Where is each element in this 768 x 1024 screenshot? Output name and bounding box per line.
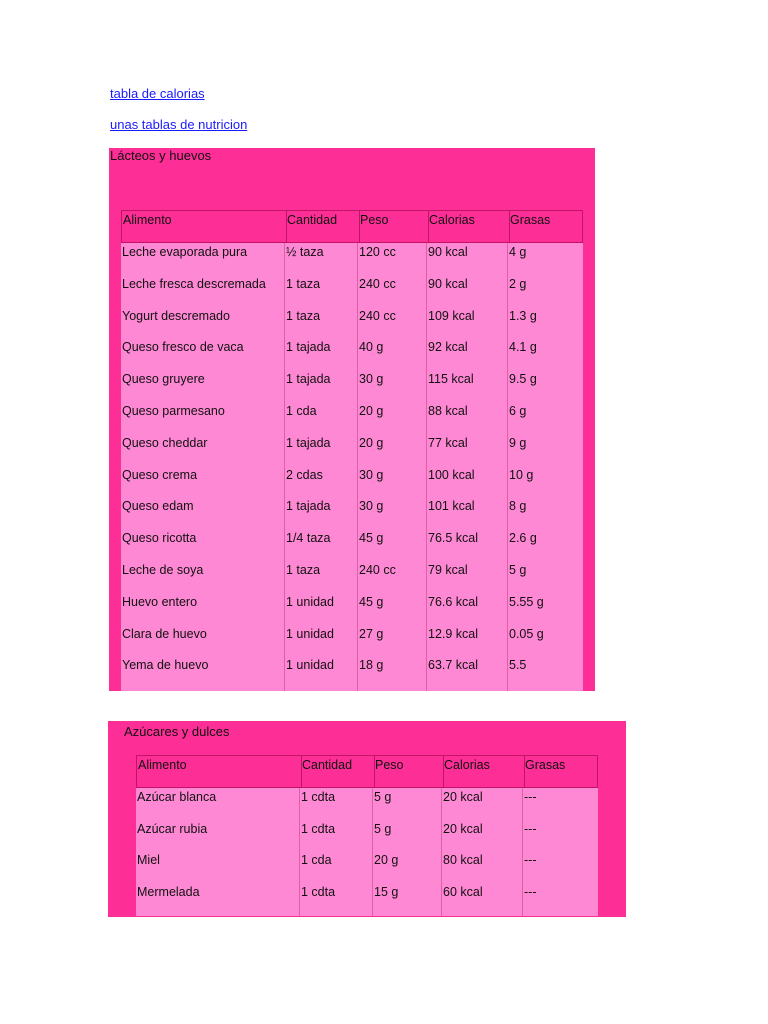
cell-alimento: Azúcar rubia — [137, 821, 208, 836]
cell-peso: 240 cc — [359, 276, 396, 291]
table-row — [121, 372, 583, 392]
cell-calorias: 63.7 kcal — [428, 658, 479, 673]
section-azucares-y-dulces — [108, 721, 626, 917]
table-row — [121, 277, 583, 297]
cell-alimento: Queso edam — [122, 499, 194, 514]
table-header-row — [136, 755, 598, 788]
table-row — [121, 340, 583, 360]
cell-grasas: --- — [524, 821, 537, 836]
cell-calorias: 90 kcal — [428, 276, 468, 291]
table-row — [136, 885, 598, 905]
cell-grasas: 10 g — [509, 467, 534, 482]
cell-cantidad: 1 taza — [286, 563, 321, 577]
cell-cantidad: 1 taza — [286, 276, 321, 291]
table-row — [121, 404, 583, 424]
cell-grasas: --- — [524, 790, 537, 804]
cell-cantidad: 1 unidad — [286, 594, 334, 609]
cell-grasas: 4 g — [509, 245, 527, 259]
header-calorias: Calorias — [444, 756, 525, 787]
cell-calorias: 115 kcal — [428, 372, 474, 387]
table-body — [136, 788, 598, 916]
cell-cantidad: 1/4 taza — [286, 531, 331, 546]
table-row — [121, 658, 583, 678]
cell-grasas: 5.55 g — [509, 594, 544, 609]
cell-peso: 20 g — [374, 853, 399, 867]
cell-cantidad: 1 cdta — [301, 884, 336, 899]
table-row — [121, 245, 583, 265]
cell-peso: 20 g — [359, 404, 384, 418]
header-alimento: Alimento — [138, 756, 302, 787]
cell-grasas: --- — [524, 853, 537, 867]
cell-calorias: 12.9 kcal — [428, 626, 479, 641]
cell-peso: 18 g — [359, 658, 384, 673]
cell-peso: 27 g — [359, 626, 384, 641]
section-title: Lácteos y huevos — [110, 148, 212, 163]
cell-peso: 15 g — [374, 884, 399, 899]
table-row — [121, 563, 583, 583]
cell-grasas: 6 g — [509, 404, 527, 418]
cell-peso: 40 g — [359, 340, 384, 355]
cell-peso: 20 g — [359, 435, 384, 450]
cell-alimento: Leche fresca descremada — [122, 276, 266, 291]
cell-alimento: Miel — [137, 853, 160, 867]
section-lacteos-y-huevos — [109, 148, 595, 691]
cell-calorias: 77 kcal — [428, 435, 468, 450]
cell-grasas: 4.1 g — [509, 340, 537, 355]
section-title: Azúcares y dulces — [124, 724, 230, 739]
cell-grasas: 2 g — [509, 276, 527, 291]
cell-alimento: Leche evaporada pura — [122, 245, 248, 259]
cell-alimento: Clara de huevo — [122, 626, 207, 641]
cell-cantidad: ½ taza — [286, 245, 324, 259]
cell-peso: 120 cc — [359, 245, 396, 259]
cell-calorias: 100 kcal — [428, 467, 475, 482]
cell-grasas: 1.3 g — [509, 308, 537, 323]
cell-calorias: 92 kcal — [428, 340, 468, 355]
table-row — [121, 468, 583, 488]
cell-peso: 240 cc — [359, 308, 396, 323]
cell-cantidad: 1 taza — [286, 308, 321, 323]
link-tabla-de-calorias[interactable]: tabla de calorias — [110, 86, 205, 101]
table-row — [121, 595, 583, 615]
header-cantidad: Cantidad — [302, 756, 375, 787]
cell-cantidad: 1 tajada — [286, 340, 331, 355]
cell-alimento: Huevo entero — [122, 594, 198, 609]
cell-calorias: 88 kcal — [428, 404, 468, 418]
table-row — [121, 627, 583, 647]
cell-grasas: 9 g — [509, 435, 527, 450]
cell-calorias: 109 kcal — [428, 308, 475, 323]
cell-alimento: Queso cheddar — [122, 435, 208, 450]
cell-alimento: Leche de soya — [122, 563, 204, 577]
cell-cantidad: 1 unidad — [286, 658, 334, 673]
cell-alimento: Queso gruyere — [122, 372, 205, 387]
cell-alimento: Queso crema — [122, 467, 198, 482]
cell-calorias: 79 kcal — [428, 563, 468, 577]
cell-grasas: 2.6 g — [509, 531, 537, 546]
header-grasas: Grasas — [510, 213, 551, 227]
cell-peso: 30 g — [359, 499, 384, 514]
cell-cantidad: 1 cda — [286, 404, 317, 418]
cell-calorias: 101 kcal — [428, 499, 475, 514]
nutrition-table — [136, 755, 598, 916]
cell-peso: 240 cc — [359, 563, 396, 577]
cell-calorias: 76.5 kcal — [428, 531, 479, 546]
cell-alimento: Mermelada — [137, 884, 200, 899]
cell-peso: 45 g — [359, 594, 384, 609]
table-row — [136, 853, 598, 873]
nutrition-table — [121, 210, 583, 691]
table-header-row — [121, 210, 583, 243]
table-body — [121, 243, 583, 691]
cell-calorias: 76.6 kcal — [428, 594, 479, 609]
cell-peso: 30 g — [359, 372, 384, 387]
cell-peso: 5 g — [374, 790, 392, 804]
header-peso: Peso — [375, 756, 444, 787]
cell-calorias: 20 kcal — [443, 821, 483, 836]
table-row — [121, 531, 583, 551]
header-alimento: Alimento — [123, 211, 287, 242]
cell-calorias: 60 kcal — [443, 884, 483, 899]
header-calorias: Calorias — [429, 211, 510, 242]
table-row — [136, 822, 598, 842]
cell-alimento: Yema de huevo — [122, 658, 209, 673]
cell-grasas: 0.05 g — [509, 626, 544, 641]
header-peso: Peso — [360, 211, 429, 242]
cell-cantidad: 1 cdta — [301, 790, 336, 804]
cell-grasas: --- — [524, 884, 537, 899]
cell-cantidad: 1 cda — [301, 853, 332, 867]
cell-peso: 5 g — [374, 821, 392, 836]
cell-alimento: Azúcar blanca — [137, 790, 217, 804]
table-row — [121, 499, 583, 519]
link-unas-tablas-de-nutricion[interactable]: unas tablas de nutricion — [110, 117, 248, 132]
cell-calorias: 80 kcal — [443, 853, 483, 867]
cell-calorias: 90 kcal — [428, 245, 468, 259]
cell-alimento: Yogurt descremado — [122, 308, 230, 323]
cell-alimento: Queso parmesano — [122, 404, 225, 418]
cell-peso: 30 g — [359, 467, 384, 482]
header-grasas: Grasas — [525, 758, 566, 772]
cell-cantidad: 1 tajada — [286, 499, 331, 514]
cell-grasas: 8 g — [509, 499, 527, 514]
cell-cantidad: 1 unidad — [286, 626, 334, 641]
table-row — [121, 436, 583, 456]
cell-grasas: 9.5 g — [509, 372, 537, 387]
cell-peso: 45 g — [359, 531, 384, 546]
cell-cantidad: 1 tajada — [286, 435, 331, 450]
cell-cantidad: 2 cdas — [286, 467, 323, 482]
cell-cantidad: 1 cdta — [301, 821, 336, 836]
cell-calorias: 20 kcal — [443, 790, 483, 804]
cell-alimento: Queso ricotta — [122, 531, 197, 546]
table-row — [136, 790, 598, 810]
cell-grasas: 5.5 — [509, 658, 527, 673]
header-cantidad: Cantidad — [287, 211, 360, 242]
table-row — [121, 309, 583, 329]
cell-cantidad: 1 tajada — [286, 372, 331, 387]
cell-grasas: 5 g — [509, 563, 527, 577]
cell-alimento: Queso fresco de vaca — [122, 340, 244, 355]
